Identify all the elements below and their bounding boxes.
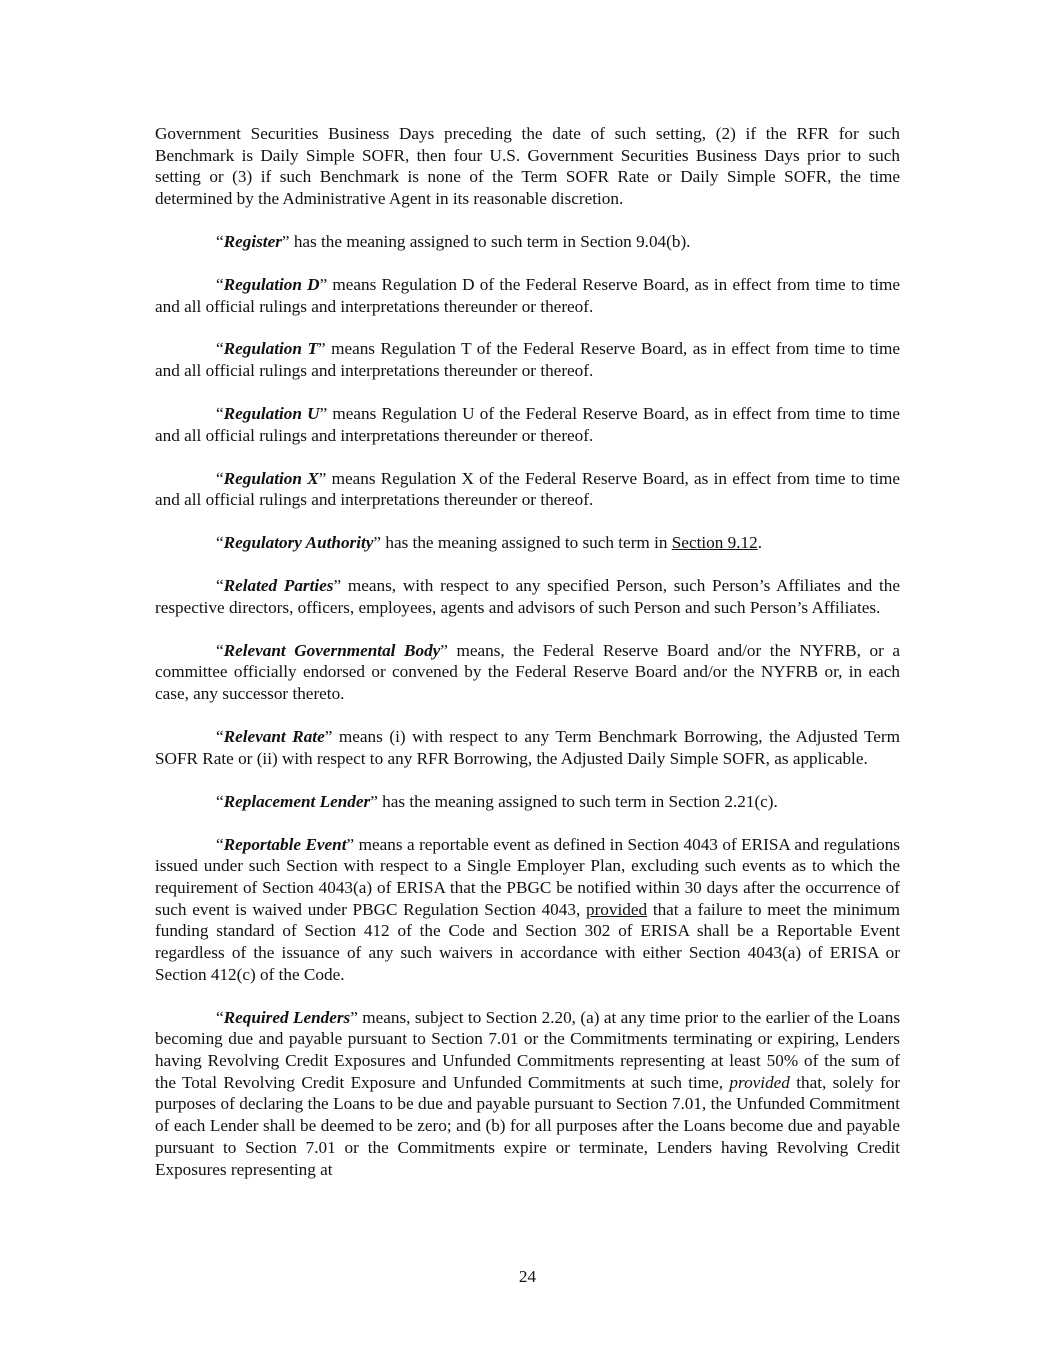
paragraph-text: ” has the meaning assigned to such term in Section 2.21(c). [370, 791, 778, 811]
definition-paragraph [155, 791, 900, 813]
paragraph-text: ” has the meaning assigned to such term in [373, 533, 672, 553]
paragraph-text: “ [216, 468, 224, 488]
paragraph-text: ” means a reportable event as defined in Section 4043 of ERISA and regulations issued under such Section with respect to a Single Employer Plan, excluding such events as to which the requirement of Section 4043(a) of ERISA that the PBGC be notified within 30 days after the occurrence of such event is waived under PBGC Regulation Section 4043, [155, 834, 900, 919]
defined-term: Regulation X [223, 468, 319, 488]
defined-term: Required Lenders [223, 1007, 351, 1027]
paragraph-text: “ [216, 339, 224, 359]
italic-text: provided [729, 1072, 790, 1092]
defined-term: Regulation U [223, 404, 320, 424]
definition-paragraph [155, 1007, 900, 1181]
defined-term: Regulatory Authority [223, 533, 374, 553]
paragraph-text: “ [216, 834, 224, 854]
paragraph-text: ” means Regulation X of the Federal Reserve Board, as in effect from time to time and all official rulings and interpretations thereunder or thereof. [155, 468, 900, 510]
definition-paragraph [155, 123, 900, 210]
defined-term: Regulation D [223, 274, 320, 294]
paragraph-text: ” has the meaning assigned to such term in Section 9.04(b). [281, 232, 691, 251]
definition-paragraph [155, 726, 900, 769]
underlined-reference: provided [585, 899, 648, 919]
paragraph-text: that a failure to meet the minimum funding standard of Section 412 of the Code and Section 302 of ERISA shall be a Reportable Event regardless of the issuance of any such waivers in accordance with either Section 4043(a) of ERISA or Section 412(c) of the Code. [155, 899, 900, 984]
paragraph-text: ” means, subject to Section 2.20, (a) at any time prior to the earlier of the Loans becoming due and payable pursuant to Section 7.01 or the Commitments terminating or expiring, Lenders having Revolving Credit Exposures and Unfunded Commitments representing at least 50% of the sum of the Total Revolving Credit Exposure and Unfunded Commitments at such time, [155, 1007, 901, 1092]
definition-paragraph [155, 640, 900, 705]
paragraph-text: ” means, with respect to any specified Person, such Person’s Affiliates and the respective directors, officers, employees, agents and advisors of such Person and such Person’s Affiliates. [155, 576, 900, 617]
paragraph-text: “ [216, 576, 224, 596]
defined-term: Replacement Lender [223, 791, 371, 811]
definition-paragraph [155, 834, 900, 986]
paragraph-text: “ [216, 232, 224, 251]
document-body [155, 123, 900, 1201]
paragraph-text: ” means Regulation D of the Federal Reserve Board, as in effect from time to time and all official rulings and interpretations thereunder or thereof. [155, 274, 900, 316]
defined-term: Related Parties [223, 576, 334, 596]
paragraph-text: “ [216, 640, 224, 660]
defined-term: Regulation T [223, 339, 318, 359]
paragraph-text: “ [216, 274, 224, 294]
definition-paragraph [155, 468, 900, 511]
paragraph-text: that, solely for purposes of declaring the Loans to be due and payable pursuant to Section 7.01, the Unfunded Commitment of each Lender shall be deemed to be zero; and (b) for all purposes after the Loans become due and payable pursuant to Section 7.01 or the Commitments expire or terminate, Lenders having Revolving Credit Exposures representing at [155, 1072, 901, 1179]
paragraph-text: “ [216, 533, 224, 553]
paragraph-text: Government Securities Business Days preceding the date of such setting, (2) if the RFR for such Benchmark is Daily Simple SOFR, then four U.S. Government Securities Business Days prior to such setting or (3) if such Benchmark is none of the Term SOFR Rate or Daily Simple SOFR, the time determined by the Administrative Agent in its reasonable discretion. [155, 124, 900, 209]
paragraph-text: “ [216, 404, 224, 424]
definition-paragraph [155, 231, 900, 253]
paragraph-text: ” means Regulation T of the Federal Reserve Board, as in effect from time to time and all official rulings and interpretations thereunder or thereof. [155, 339, 900, 381]
definition-paragraph [155, 338, 900, 381]
definition-paragraph [155, 403, 900, 446]
defined-term: Relevant Governmental Body [223, 640, 441, 660]
paragraph-text: . [757, 533, 762, 553]
page-number: 24 [518, 1267, 537, 1286]
paragraph-text: ” means Regulation U of the Federal Reserve Board, as in effect from time to time and all official rulings and interpretations thereunder or thereof. [155, 404, 900, 445]
paragraph-text: “ [216, 727, 224, 747]
paragraph-text: ” means, the Federal Reserve Board and/or the NYFRB, or a committee officially endorsed or convened by the Federal Reserve Board and/or the NYFRB or, in each case, any successor thereto. [155, 640, 900, 704]
paragraph-text: ” means (i) with respect to any Term Benchmark Borrowing, the Adjusted Term SOFR Rate or (ii) with respect to any RFR Borrowing, the Adjusted Daily Simple SOFR, as applicable. [155, 727, 900, 768]
defined-term: Relevant Rate [223, 727, 325, 747]
underlined-reference: Section 9.12 [671, 533, 758, 553]
defined-term: Register [223, 232, 282, 251]
paragraph-text: “ [216, 1007, 224, 1027]
definition-paragraph [155, 532, 900, 554]
definition-paragraph [155, 274, 900, 317]
paragraph-text: “ [216, 791, 224, 811]
defined-term: Reportable Event [223, 834, 347, 854]
definition-paragraph [155, 575, 900, 618]
